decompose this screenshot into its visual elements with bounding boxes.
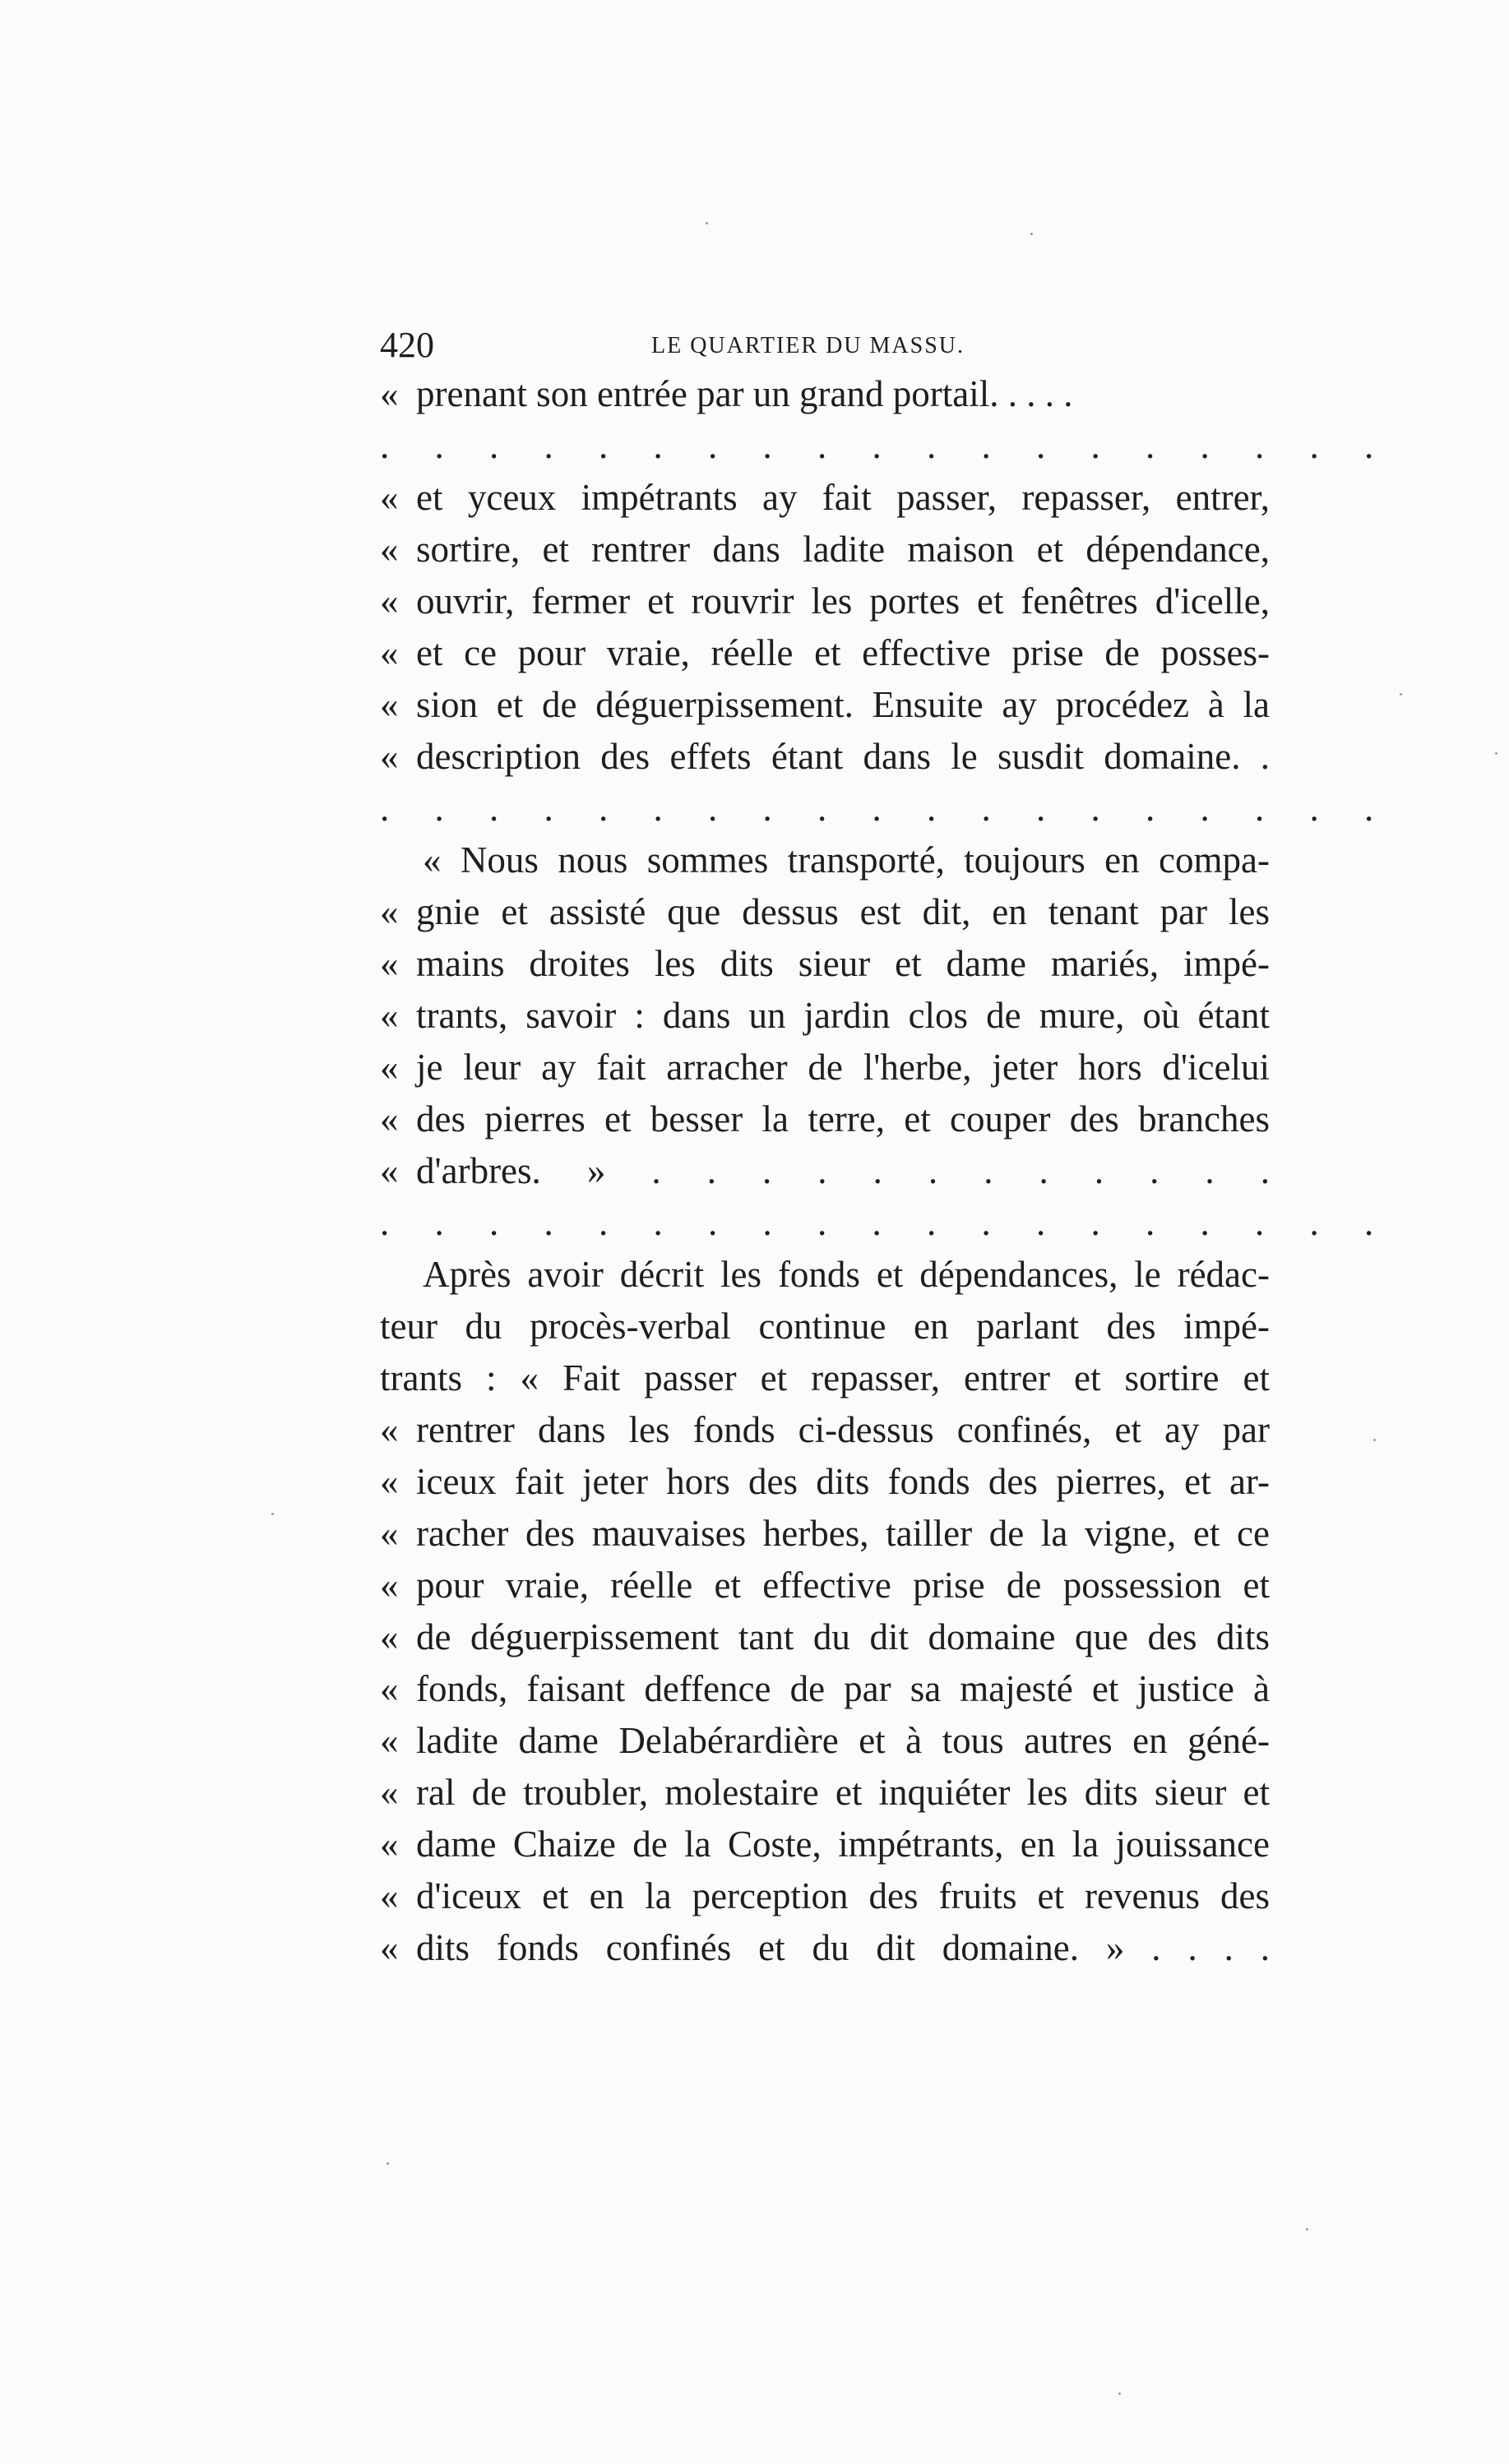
line-text: mains droites les dits sieur et dame mariés, impé- <box>416 943 1270 984</box>
text-line <box>380 1352 1270 1404</box>
line-text: trants : « Fait passer et repasser, entrer et sortire et <box>380 1357 1270 1398</box>
scan-speck <box>1306 2228 1308 2231</box>
quote-mark: « <box>380 632 399 673</box>
quote-mark: « <box>380 995 399 1036</box>
scan-speck <box>1400 693 1402 696</box>
line-text: description des effets étant dans le susdit domaine. . <box>416 736 1270 777</box>
line-text: dits fonds confinés et du dit domaine. » . . . . <box>416 1927 1270 1968</box>
quote-mark: « <box>380 1720 399 1761</box>
quote-mark: « <box>380 1098 399 1140</box>
line-text: gnie et assisté que dessus est dit, en tenant par les <box>416 891 1270 932</box>
text-line <box>380 1870 1270 1922</box>
quote-mark: « <box>380 1565 399 1606</box>
text-line <box>380 1145 1270 1197</box>
line-text: d'arbres. » . . . . . . . . . . . . <box>416 1150 1270 1191</box>
line-text: iceux fait jeter hors des dits fonds des pierres, et ar- <box>416 1461 1270 1502</box>
text-line <box>380 1767 1270 1819</box>
text-line <box>380 1663 1270 1715</box>
line-text: ral de troubler, molestaire et inquiéter les dits sieur et <box>416 1772 1270 1813</box>
line-text: pour vraie, réelle et effective prise de possession et <box>416 1565 1270 1606</box>
scan-speck <box>271 1513 274 1515</box>
quote-mark: « <box>380 1047 399 1088</box>
line-text: dame Chaize de la Coste, impétrants, en la jouissance <box>416 1824 1270 1865</box>
running-title: LE QUARTIER DU MASSU. <box>651 333 965 358</box>
scan-speck <box>706 222 708 224</box>
page-number: 420 <box>380 325 434 365</box>
text-line <box>380 1093 1270 1145</box>
line-text: trants, savoir : dans un jardin clos de mure, où étant <box>416 995 1270 1036</box>
quote-mark: « <box>380 1875 399 1916</box>
text-line <box>380 1301 1270 1352</box>
scan-speck <box>387 2162 389 2165</box>
scan-speck <box>1495 752 1497 755</box>
scan-speck <box>1030 233 1033 235</box>
line-text: teur du procès-verbal continue en parlant des impé- <box>380 1306 1270 1347</box>
quote-mark: « <box>380 1150 399 1191</box>
line-text: je leur ay fait arracher de l'herbe, jeter hors d'icelui <box>416 1047 1270 1088</box>
line-text: racher des mauvaises herbes, tailler de la vigne, et ce <box>416 1513 1270 1554</box>
quote-mark: « <box>380 1772 399 1813</box>
quote-mark: « <box>380 580 399 622</box>
text-line <box>380 1456 1270 1508</box>
line-text: de déguerpissement tant du dit domaine que des dits <box>416 1616 1270 1657</box>
line-text: et yceux impétrants ay fait passer, repasser, entrer, <box>416 477 1270 518</box>
line-text: ouvrir, fermer et rouvrir les portes et fenêtres d'icelle, <box>416 580 1270 622</box>
text-line <box>380 731 1270 783</box>
line-text: sion et de déguerpissement. Ensuite ay procédez à la <box>416 684 1270 725</box>
text-line <box>380 1922 1270 1974</box>
line-text: sortire, et rentrer dans ladite maison et dépendance, <box>416 529 1270 570</box>
ellipsis-line: . . . . . . . . . . . . . . . . . . . <box>380 788 1392 829</box>
quote-mark: « <box>380 1461 399 1502</box>
text-line <box>380 1819 1270 1870</box>
text-line <box>380 576 1270 627</box>
text-line <box>380 938 1270 990</box>
line-text: rentrer dans les fonds ci-dessus confinés, et ay par <box>416 1409 1270 1450</box>
quote-mark: « <box>380 736 399 777</box>
text-line <box>380 1508 1270 1560</box>
quote-mark: « <box>380 943 399 984</box>
ellipsis-line: . . . . . . . . . . . . . . . . . . . <box>380 425 1392 466</box>
quote-mark: « <box>380 1824 399 1865</box>
text-line <box>380 990 1270 1042</box>
quote-mark: « <box>380 1668 399 1709</box>
text-line <box>380 679 1270 731</box>
line-text: « Nous nous sommes transporté, toujours en compa- <box>423 839 1270 881</box>
quote-mark: « <box>380 1409 399 1450</box>
quote-mark: « <box>380 529 399 570</box>
text-line <box>380 886 1270 938</box>
text-line <box>380 524 1270 576</box>
text-line <box>380 1042 1270 1093</box>
quote-mark: « <box>380 891 399 932</box>
line-text: Après avoir décrit les fonds et dépendances, le rédac- <box>423 1254 1270 1295</box>
text-line <box>380 1560 1270 1611</box>
quote-mark: « <box>380 1927 399 1968</box>
ellipsis-line: . . . . . . . . . . . . . . . . . . . <box>380 1202 1392 1243</box>
line-text: ladite dame Delabérardière et à tous autres en géné- <box>416 1720 1270 1761</box>
line-text: des pierres et besser la terre, et couper des branches <box>416 1098 1270 1140</box>
text-line <box>380 627 1270 679</box>
text-line <box>380 834 1270 886</box>
text-line <box>380 1249 1270 1301</box>
text-line <box>380 1404 1270 1456</box>
text-line <box>380 472 1270 524</box>
quote-mark: « <box>380 477 399 518</box>
quote-mark: « <box>380 1616 399 1657</box>
text-line <box>380 1715 1270 1767</box>
text-line <box>380 1611 1270 1663</box>
scan-speck <box>1118 2392 1121 2395</box>
body-text <box>380 368 1392 1974</box>
line-text: prenant son entrée par un grand portail. . . . . <box>416 373 1073 414</box>
page-header <box>380 325 1270 374</box>
quote-mark: « <box>380 1513 399 1554</box>
line-text: fonds, faisant deffence de par sa majesté et justice à <box>416 1668 1270 1709</box>
line-text: et ce pour vraie, réelle et effective prise de posses- <box>416 632 1270 673</box>
scan-speck <box>1373 1439 1376 1441</box>
line-text: d'iceux et en la perception des fruits et revenus des <box>416 1875 1270 1916</box>
quote-mark: « <box>380 684 399 725</box>
quote-mark: « <box>380 373 399 414</box>
text-line <box>380 368 1270 420</box>
